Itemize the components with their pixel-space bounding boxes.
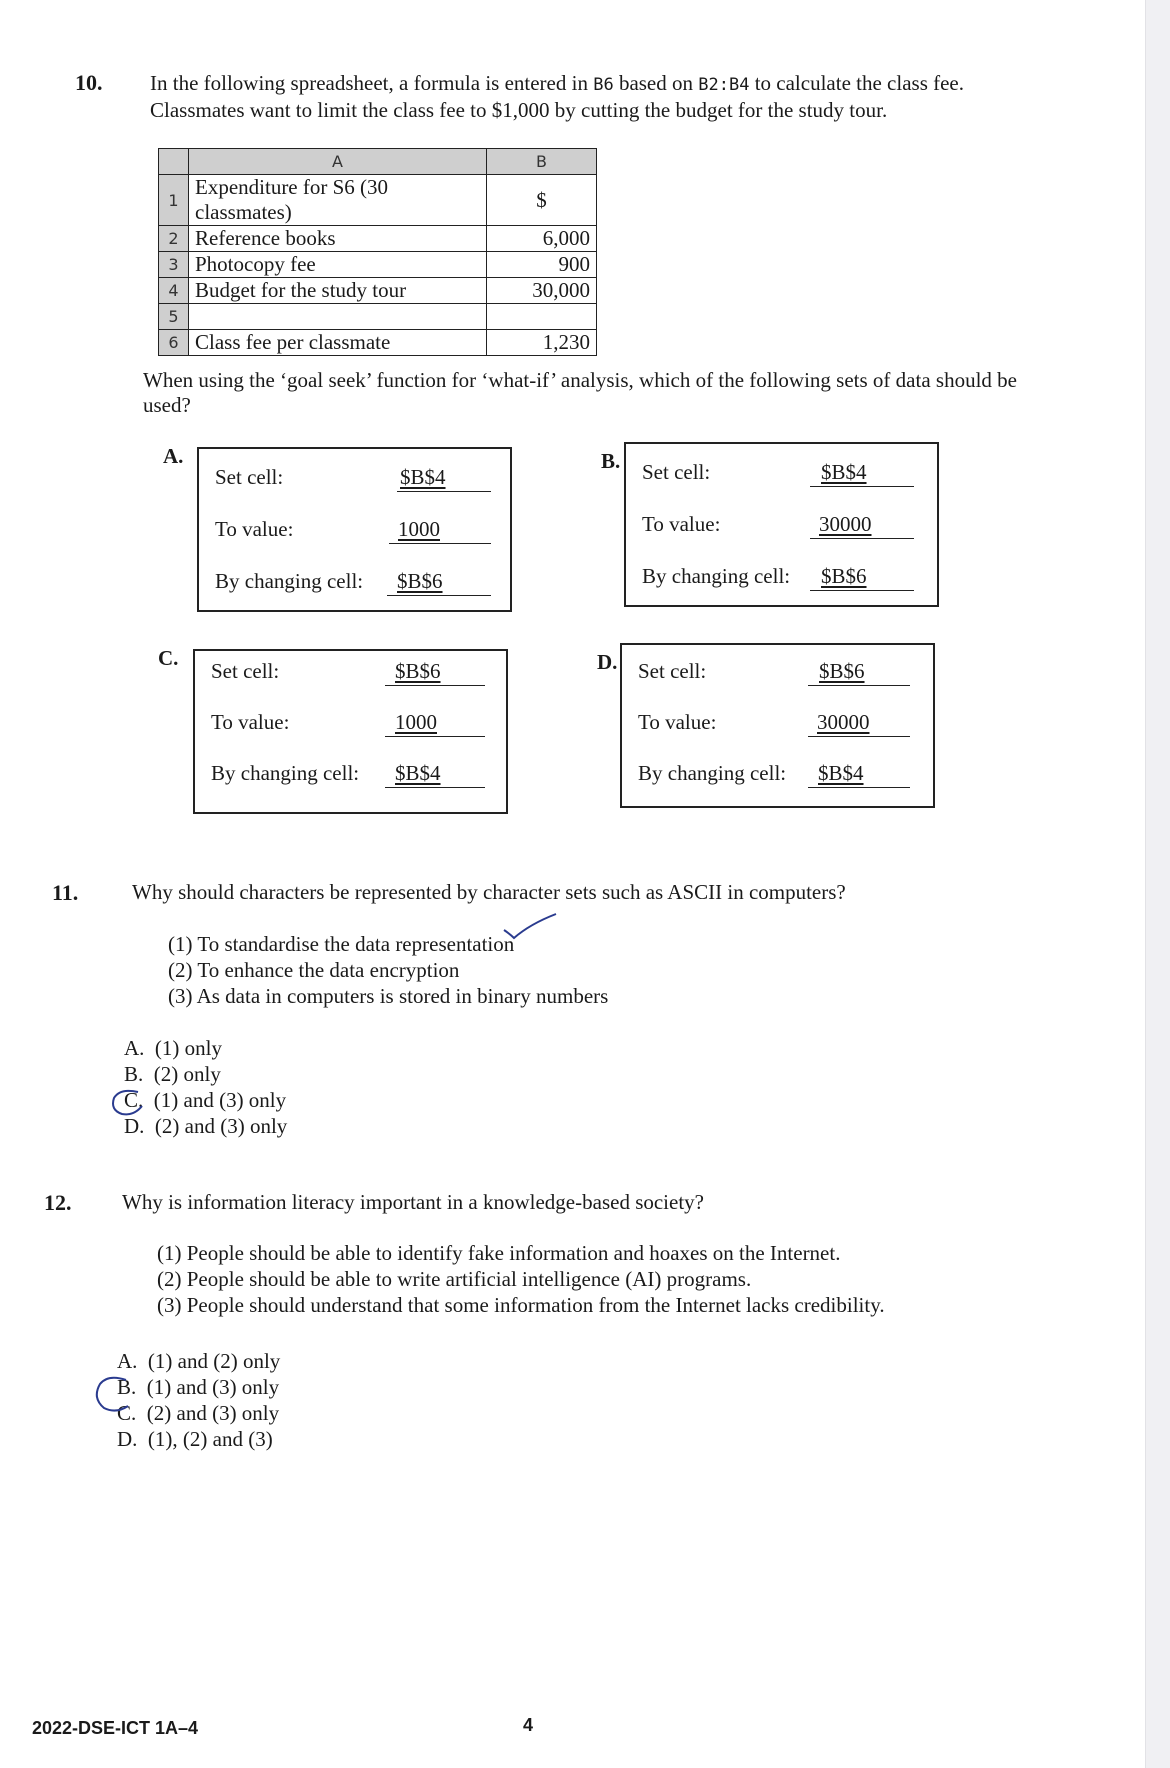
choice-text: (1), (2) and (3) (147, 1427, 273, 1451)
option-b-box (624, 442, 939, 607)
set-cell-value: $B$6 (819, 659, 865, 683)
table-row (159, 304, 597, 330)
by-changing-value: $B$4 (818, 761, 864, 785)
to-value-label: To value: (642, 512, 721, 536)
cell-value: 1,230 (487, 330, 597, 356)
choice-text: (1) and (3) only (153, 1088, 287, 1112)
q10-text-a: In the following spreadsheet, a formula is entered in (150, 71, 588, 95)
option-d-letter: D. (597, 650, 618, 674)
underline (385, 685, 485, 686)
by-changing-value: $B$6 (821, 564, 867, 588)
choice (117, 1374, 280, 1400)
spreadsheet-table (158, 148, 597, 356)
statement: (3) As data in computers is stored in binary numbers (168, 984, 609, 1008)
underline (387, 595, 491, 596)
choice-letter: D. (117, 1427, 138, 1451)
q10-prompt-line1: When using the ‘goal seek’ function for ‘what-if’ analysis, which of the following sets of data should be (143, 368, 1017, 392)
cell-value: 30,000 (487, 278, 597, 304)
q10-text-c: to calculate the class fee. (754, 71, 965, 95)
by-changing-label: By changing cell: (215, 569, 364, 593)
by-changing-label: By changing cell: (642, 564, 791, 588)
q12-number: 12. (44, 1190, 72, 1215)
to-value-label: To value: (211, 710, 290, 734)
choice-letter: C. (117, 1401, 137, 1425)
option-a-box (197, 447, 512, 612)
table-row (159, 226, 597, 252)
cell-value: 6,000 (487, 226, 597, 252)
choice-letter: A. (124, 1036, 145, 1060)
by-changing-label: By changing cell: (638, 761, 787, 785)
page-edge (1145, 0, 1170, 1768)
by-changing-value: $B$6 (397, 569, 443, 593)
choice-text: (2) and (3) only (146, 1401, 280, 1425)
table-row (159, 278, 597, 304)
choice-text: (2) only (153, 1062, 221, 1086)
cell-label: Photocopy fee (189, 252, 487, 278)
q11-statements (168, 931, 608, 1009)
choice (124, 1061, 287, 1087)
circle-mark-icon (88, 1372, 132, 1416)
set-cell-value: $B$6 (395, 659, 441, 683)
option-a-letter: A. (163, 444, 184, 468)
statement: (2) People should be able to write artificial intelligence (AI) programs. (157, 1267, 752, 1291)
choice-text: (2) and (3) only (154, 1114, 288, 1138)
statement: (1) To standardise the data representation (168, 932, 515, 956)
choice (117, 1348, 280, 1374)
underline (808, 787, 910, 788)
q10-cell-ref: B6 (593, 75, 614, 95)
q10-number: 10. (75, 70, 103, 95)
option-b-letter: B. (601, 449, 621, 473)
choice-letter: C. (124, 1088, 144, 1112)
choice-text: (1) and (2) only (147, 1349, 281, 1373)
choice-letter: A. (117, 1349, 138, 1373)
set-cell-value: $B$4 (400, 465, 446, 489)
set-cell-label: Set cell: (211, 659, 280, 683)
set-cell-label: Set cell: (642, 460, 711, 484)
q11-choices (124, 1035, 287, 1139)
cell-value (487, 304, 597, 330)
choice (117, 1400, 280, 1426)
row-number: 3 (159, 252, 189, 278)
cell-label: Reference books (189, 226, 487, 252)
spreadsheet-header-row (159, 149, 597, 175)
q12-statements (157, 1240, 885, 1318)
to-value-value: 30000 (817, 710, 870, 734)
q11-number: 11. (52, 880, 79, 905)
underline (808, 685, 910, 686)
statement: (1) People should be able to identify fake information and hoaxes on the Internet. (157, 1241, 841, 1265)
cell-label (189, 304, 487, 330)
underline (808, 736, 910, 737)
choice-letter: B. (124, 1062, 144, 1086)
table-row (159, 175, 597, 226)
statement: (2) To enhance the data encryption (168, 958, 460, 982)
row-number: 6 (159, 330, 189, 356)
footer-code: 2022-DSE-ICT 1A–4 (32, 1718, 199, 1738)
cell-label: Expenditure for S6 (30 classmates) (189, 175, 487, 226)
corner-cell (159, 149, 189, 175)
row-number: 2 (159, 226, 189, 252)
row-number: 4 (159, 278, 189, 304)
q10-text-line2: Classmates want to limit the class fee to $1,000 by cutting the budget for the study tour. (150, 98, 888, 122)
underline (810, 538, 914, 539)
checkmark-icon (500, 912, 560, 942)
table-row (159, 330, 597, 356)
by-changing-value: $B$4 (395, 761, 441, 785)
to-value-value: 1000 (395, 710, 437, 734)
cell-label: Class fee per classmate (189, 330, 487, 356)
to-value-label: To value: (638, 710, 717, 734)
option-c-letter: C. (158, 646, 179, 670)
q10-range-ref: B2:B4 (698, 75, 750, 95)
choice-text: (1) only (154, 1036, 222, 1060)
cell-value: $ (487, 175, 597, 226)
underline (385, 736, 485, 737)
row-number: 5 (159, 304, 189, 330)
underline (385, 787, 485, 788)
set-cell-label: Set cell: (638, 659, 707, 683)
option-d-box (620, 643, 935, 808)
by-changing-label: By changing cell: (211, 761, 360, 785)
cell-label: Budget for the study tour (189, 278, 487, 304)
q12-text: Why is information literacy important in a knowledge-based society? (122, 1190, 704, 1214)
underline (810, 486, 914, 487)
q10-text-b: based on (618, 71, 694, 95)
choice (124, 1113, 287, 1139)
q10-text-line1 (150, 70, 1050, 99)
choice (124, 1035, 287, 1061)
table-row (159, 252, 597, 278)
cell-value: 900 (487, 252, 597, 278)
to-value-label: To value: (215, 517, 294, 541)
row-number: 1 (159, 175, 189, 226)
to-value-value: 30000 (819, 512, 872, 536)
statement: (3) People should understand that some information from the Internet lacks credibility. (157, 1293, 885, 1317)
q11-text: Why should characters be represented by character sets such as ASCII in computers? (132, 880, 846, 904)
set-cell-value: $B$4 (821, 460, 867, 484)
option-c-box (193, 649, 508, 814)
circle-mark-icon (108, 1086, 148, 1118)
col-header-b: B (487, 149, 597, 175)
underline (810, 590, 914, 591)
choice-text: (1) and (3) only (146, 1375, 280, 1399)
set-cell-label: Set cell: (215, 465, 284, 489)
choice (124, 1087, 287, 1113)
q12-choices (117, 1348, 280, 1452)
q10-prompt-line2: used? (143, 393, 191, 417)
to-value-value: 1000 (398, 517, 440, 541)
choice-letter: D. (124, 1114, 145, 1138)
underline (389, 543, 491, 544)
choice (117, 1426, 280, 1452)
page-number: 4 (523, 1715, 534, 1735)
choice-letter: B. (117, 1375, 137, 1399)
underline (397, 491, 491, 492)
col-header-a: A (189, 149, 487, 175)
